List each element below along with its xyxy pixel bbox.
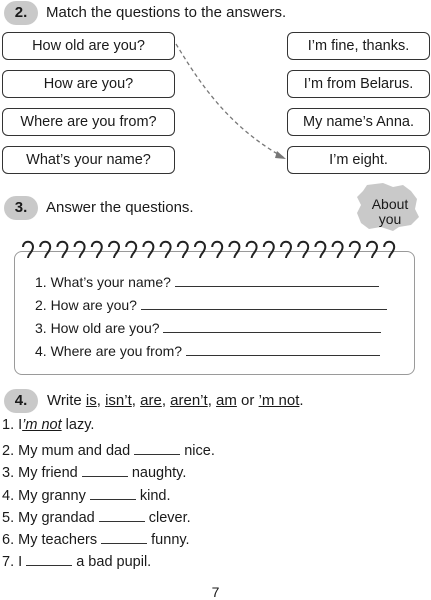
question-box-where-from[interactable]: Where are you from? bbox=[2, 108, 175, 136]
sentence-3 bbox=[2, 462, 186, 481]
sentence-7-end: a bad pupil. bbox=[76, 554, 152, 570]
question-4-text: 4. Where are you from? bbox=[35, 343, 183, 359]
question-2-text: 2. How are you? bbox=[35, 297, 137, 313]
instruction-or: or bbox=[236, 392, 259, 409]
sentence-5-start: 5. My grandad bbox=[2, 510, 95, 526]
exercise-4-number: 4. bbox=[4, 389, 38, 413]
sentence-5-blank[interactable] bbox=[99, 507, 145, 522]
notebook-spiral-binding bbox=[14, 238, 414, 262]
sentence-3-end: naughty. bbox=[131, 465, 187, 481]
spiral-ring bbox=[281, 242, 291, 258]
sentence-2-start: 2. My mum and dad bbox=[2, 443, 131, 459]
about-you-badge-text: About you bbox=[371, 196, 409, 227]
answer-notebook bbox=[14, 251, 415, 375]
sentence-7-start: 7. I bbox=[2, 554, 23, 570]
sentence-7-blank[interactable] bbox=[26, 551, 72, 566]
spiral-ring bbox=[367, 242, 377, 258]
sentence-3-start: 3. My friend bbox=[2, 465, 78, 481]
instruction-prefix: Write bbox=[47, 392, 86, 409]
answer-line-2[interactable] bbox=[35, 295, 387, 313]
answer-line-3[interactable] bbox=[35, 318, 381, 336]
spiral-ring bbox=[40, 242, 50, 258]
answer-box-anna[interactable]: My name’s Anna. bbox=[287, 108, 430, 136]
answer-4-blank[interactable] bbox=[186, 341, 380, 356]
word-are: are bbox=[140, 392, 162, 409]
word-is: is bbox=[85, 392, 97, 409]
exercise-3-instruction: Answer the questions. bbox=[46, 199, 194, 216]
spiral-ring bbox=[264, 242, 274, 258]
answer-2-blank[interactable] bbox=[141, 295, 387, 310]
sentence-5 bbox=[2, 507, 191, 526]
answer-box-fine[interactable]: I’m fine, thanks. bbox=[287, 32, 430, 60]
word-m-not: ’m not bbox=[258, 392, 300, 409]
spiral-ring bbox=[92, 242, 102, 258]
answer-line-4[interactable] bbox=[35, 341, 380, 359]
word-isnt: isn’t bbox=[105, 392, 132, 409]
spiral-ring bbox=[333, 242, 343, 258]
sentence-4-start: 4. My granny bbox=[2, 488, 86, 504]
spiral-ring bbox=[247, 242, 257, 258]
sentence-7 bbox=[2, 551, 151, 570]
sentence-1-start: 1. I bbox=[2, 417, 23, 433]
answer-1-blank[interactable] bbox=[175, 272, 379, 287]
spiral-ring bbox=[212, 242, 222, 258]
sentence-3-blank[interactable] bbox=[82, 462, 128, 477]
spiral-ring bbox=[57, 242, 67, 258]
word-am: am bbox=[216, 392, 237, 409]
sentence-4-blank[interactable] bbox=[90, 485, 136, 500]
answer-box-belarus[interactable]: I’m from Belarus. bbox=[287, 70, 430, 98]
sentence-1-end: lazy. bbox=[61, 417, 95, 433]
spiral-ring bbox=[126, 242, 136, 258]
spiral-ring bbox=[75, 242, 85, 258]
sentence-4 bbox=[2, 485, 171, 504]
spiral-ring bbox=[195, 242, 205, 258]
exercise-2-number: 2. bbox=[4, 1, 38, 25]
spiral-ring bbox=[161, 242, 171, 258]
sentence-6-end: funny. bbox=[151, 532, 190, 548]
sentence-5-end: clever. bbox=[148, 510, 191, 526]
exercise-4-instruction: Write is, isn’t, are, aren’t, am or ’m not. bbox=[47, 392, 304, 409]
question-box-how-are[interactable]: How are you? bbox=[2, 70, 175, 98]
sentence-6 bbox=[2, 529, 190, 548]
spiral-ring bbox=[229, 242, 239, 258]
exercise-2-instruction: Match the questions to the answers. bbox=[46, 4, 287, 21]
page-number: 7 bbox=[211, 584, 220, 600]
spiral-ring bbox=[143, 242, 153, 258]
answer-line-1[interactable] bbox=[35, 272, 379, 290]
question-3-text: 3. How old are you? bbox=[35, 320, 160, 336]
answer-3-blank[interactable] bbox=[163, 318, 381, 333]
sentence-4-end: kind. bbox=[139, 488, 171, 504]
sentence-6-blank[interactable] bbox=[101, 529, 147, 544]
sentence-2-blank[interactable] bbox=[134, 440, 180, 455]
word-arent: aren’t bbox=[170, 392, 208, 409]
sentence-2 bbox=[2, 440, 215, 459]
instruction-end: . bbox=[299, 392, 304, 409]
spiral-ring bbox=[23, 242, 33, 258]
question-1-text: 1. What’s your name? bbox=[35, 274, 171, 290]
sentence-2-end: nice. bbox=[184, 443, 215, 459]
question-box-how-old[interactable]: How old are you? bbox=[2, 32, 175, 60]
spiral-ring bbox=[178, 242, 188, 258]
spiral-ring bbox=[350, 242, 360, 258]
answer-box-eight[interactable]: I’m eight. bbox=[287, 146, 430, 174]
spiral-ring bbox=[384, 242, 394, 258]
spiral-ring bbox=[315, 242, 325, 258]
example-match-arrow bbox=[0, 0, 431, 200]
sentence-1-example-answer: ’m not bbox=[22, 417, 62, 433]
sentence-1-example bbox=[2, 417, 94, 433]
sentence-6-start: 6. My teachers bbox=[2, 532, 98, 548]
question-box-whats-name[interactable]: What’s your name? bbox=[2, 146, 175, 174]
spiral-ring bbox=[109, 242, 119, 258]
spiral-ring bbox=[298, 242, 308, 258]
exercise-3-number: 3. bbox=[4, 196, 38, 220]
